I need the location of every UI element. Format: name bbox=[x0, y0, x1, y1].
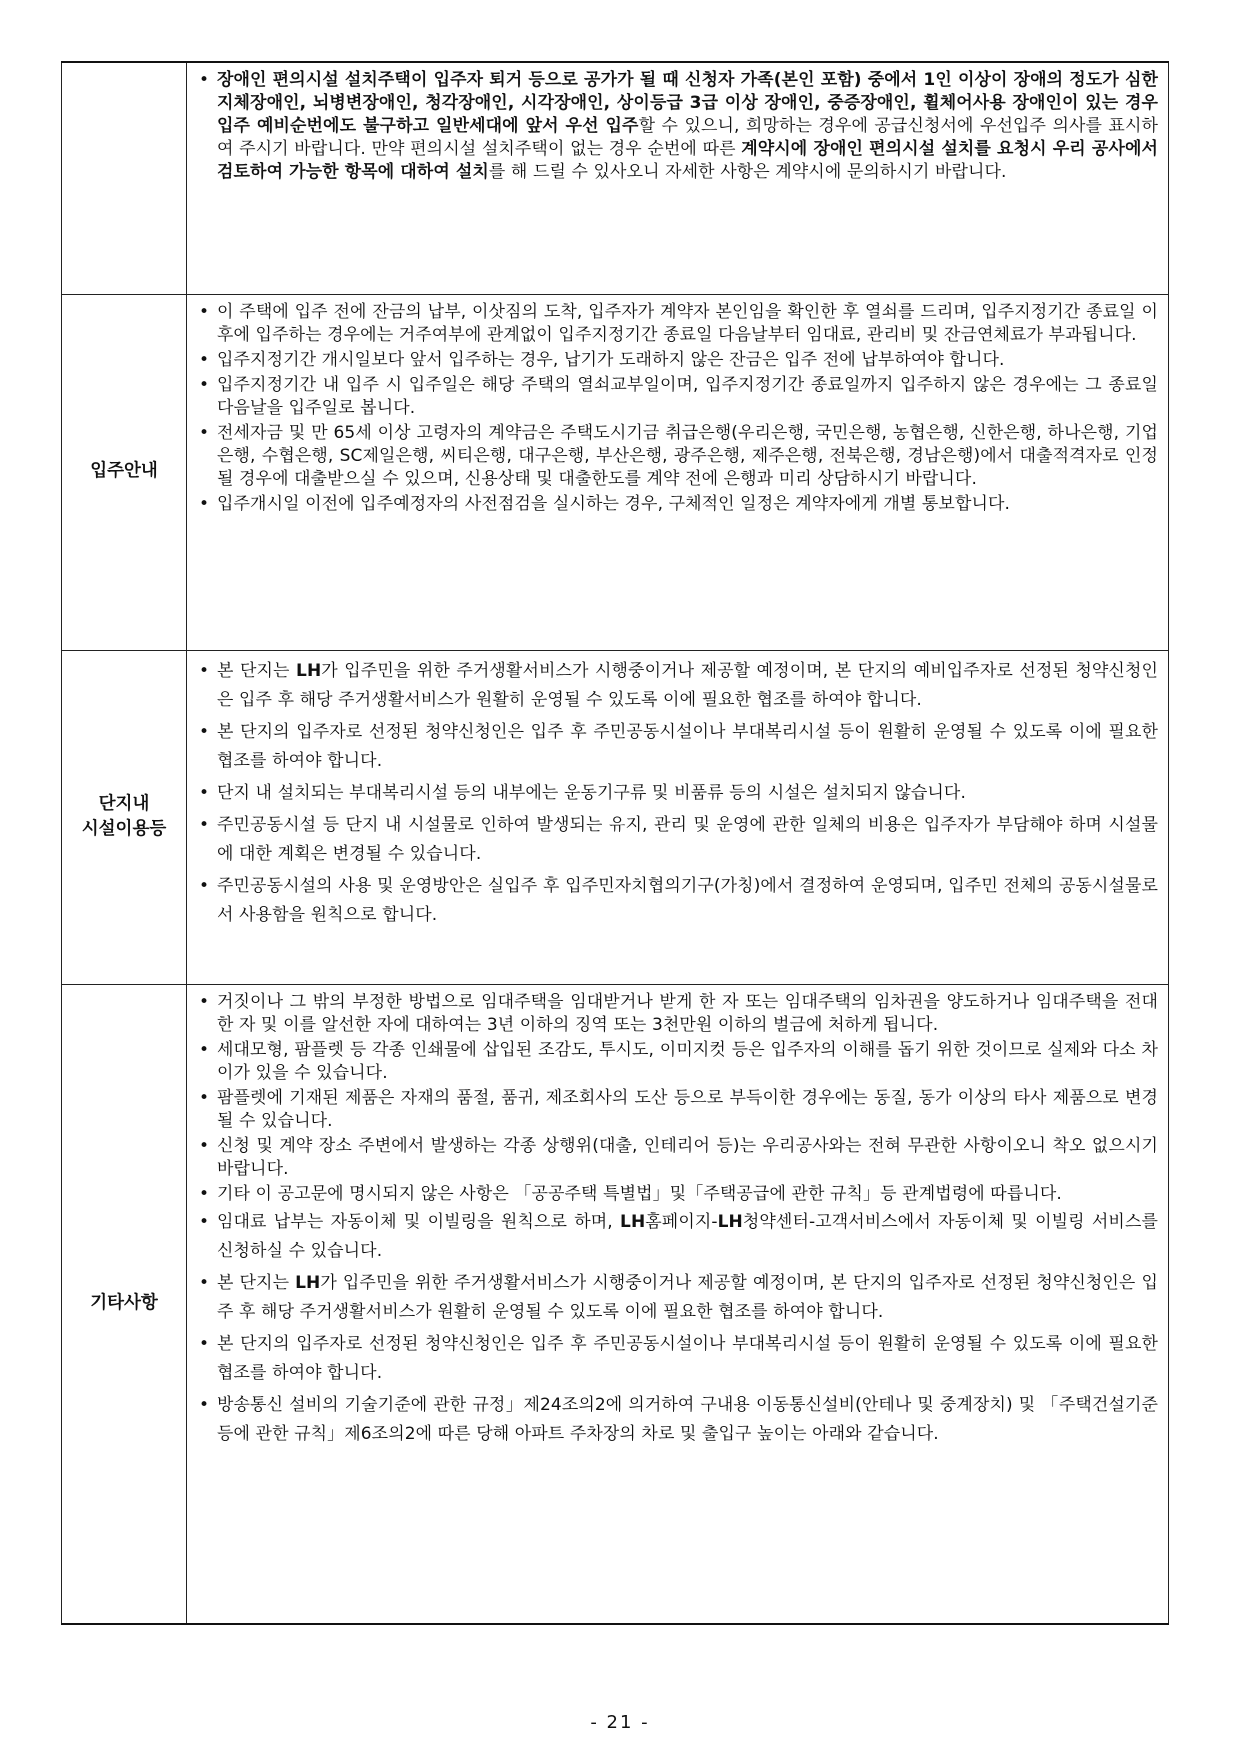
list-item: • 입주개시일 이전에 입주예정자의 사전점검을 실시하는 경우, 구체적인 일정은 계약자에게 개별 통보합니다. bbox=[195, 493, 1158, 516]
list-item: • 팜플렛에 기재된 제품은 자재의 품절, 품귀, 제조회사의 도산 등으로 부득이한 경우에는 동질, 동가 이상의 타사 제품으로 변경될 수 있습니다. bbox=[195, 1087, 1158, 1133]
list-item: • 본 단지의 입주자로 선정된 청약신청인은 입주 후 주민공동시설이나 부대복리시설 등이 원활히 운영될 수 있도록 이에 필요한 협조를 하여야 합니다. bbox=[195, 1330, 1158, 1388]
text: 본 단지는 bbox=[217, 660, 297, 681]
list-item bbox=[195, 1208, 1158, 1266]
page-number: - 21 - bbox=[590, 1712, 650, 1733]
section-body bbox=[187, 62, 1169, 294]
list-item: • 이 주택에 입주 전에 잔금의 납부, 이삿짐의 도착, 입주자가 계약자 본인임을 확인한 후 열쇠를 드리며, 입주지정기간 종료일 이후에 입주하는 경우에는 거주여부에 관계없이 입주지정기간 종료일 다음날부터 임대료, 관리비 및 잔금연체료가 부과됩니다. bbox=[195, 301, 1158, 347]
item-list bbox=[195, 301, 1158, 516]
section-header-misc: 기타사항 bbox=[62, 984, 187, 1624]
list-item: • 방송통신 설비의 기술기준에 관한 규정」제24조의2에 의거하여 구내용 이동통신설비(안테나 및 중계장치) 및 「주택건설기준등에 관한 규칙」제6조의2에 따른 당해 아파트 주차장의 차로 및 출입구 높이는 아래와 같습니다. bbox=[195, 1391, 1158, 1449]
list-item: • 신청 및 계약 장소 주변에서 발생하는 각종 상행위(대출, 인테리어 등)는 우리공사와는 전혀 무관한 사항이오니 착오 없으시기 바랍니다. bbox=[195, 1135, 1158, 1181]
section-body bbox=[187, 984, 1169, 1624]
brand-text: LH bbox=[620, 1211, 646, 1232]
brand-text: LH bbox=[295, 1272, 321, 1293]
section-header-empty bbox=[62, 62, 187, 294]
list-item: • 단지 내 설치되는 부대복리시설 등의 내부에는 운동기구류 및 비품류 등의 시설은 설치되지 않습니다. bbox=[195, 779, 1158, 808]
list-item bbox=[195, 657, 1158, 715]
section-header-facility-use bbox=[62, 650, 187, 984]
item-list bbox=[195, 1208, 1158, 1449]
list-item: • 세대모형, 팜플렛 등 각종 인쇄물에 삽입된 조감도, 투시도, 이미지컷 등은 입주자의 이해를 돕기 위한 것이므로 실제와 다소 차이가 있을 수 있습니다. bbox=[195, 1039, 1158, 1085]
notice-table bbox=[61, 61, 1169, 1625]
item-list bbox=[195, 991, 1158, 1206]
text: 청약센터-고객서비스에서 자동이체 및 이빌링 서비스를 신청하실 수 있습니다. bbox=[217, 1211, 1158, 1261]
text: 본 단지는 bbox=[217, 1272, 296, 1293]
header-line: 시설이용등 bbox=[81, 819, 167, 839]
brand-text: LH bbox=[296, 660, 322, 681]
section-row-misc bbox=[62, 984, 1169, 1624]
list-item: • 입주지정기간 개시일보다 앞서 입주하는 경우, 납기가 도래하지 않은 잔금은 입주 전에 납부하여야 합니다. bbox=[195, 349, 1158, 372]
text: 를 해 드릴 수 있사오니 자세한 사항은 계약시에 문의하시기 바랍니다. bbox=[488, 162, 1007, 182]
list-item: • 거짓이나 그 밖의 부정한 방법으로 임대주택을 임대받거나 받게 한 자 또는 임대주택의 임차권을 양도하거나 임대주택을 전대한 자 및 이를 알선한 자에 대하여는 3년 이하의 징역 또는 3천만원 이하의 벌금에 처하게 됩니다. bbox=[195, 991, 1158, 1037]
section-body bbox=[187, 294, 1169, 650]
header-line: 단지내 bbox=[98, 793, 150, 814]
text: 가 입주민을 위한 주거생활서비스가 시행중이거나 제공할 예정이며, 본 단지의 예비입주자로 선정된 청약신청인은 입주 후 해당 주거생활서비스가 원활히 운영될 수 있도록 이에 필요한 협조를 하여야 합니다. bbox=[217, 660, 1158, 710]
section-row-disabled-facility bbox=[62, 62, 1169, 294]
list-item: • 주민공동시설 등 단지 내 시설물로 인하여 발생되는 유지, 관리 및 운영에 관한 일체의 비용은 입주자가 부담해야 하며 시설물에 대한 계획은 변경될 수 있습니다. bbox=[195, 811, 1158, 869]
text: 가 입주민을 위한 주거생활서비스가 시행중이거나 제공할 예정이며, 본 단지의 입주자로 선정된 청약신청인은 입주 후 해당 주거생활서비스가 원활히 운영될 수 있도록 이에 필요한 협조를 하여야 합니다. bbox=[217, 1272, 1158, 1322]
list-item: • 입주지정기간 내 입주 시 입주일은 해당 주택의 열쇠교부일이며, 입주지정기간 종료일까지 입주하지 않은 경우에는 그 종료일 다음날을 입주일로 봅니다. bbox=[195, 374, 1158, 420]
item-list bbox=[195, 657, 1158, 930]
section-header-move-in: 입주안내 bbox=[62, 294, 187, 650]
text: 임대료 납부는 자동이체 및 이빌링을 원칙으로 하며, bbox=[217, 1211, 621, 1232]
item-list bbox=[195, 69, 1158, 184]
list-item: • 주민공동시설의 사용 및 운영방안은 실입주 후 입주민자치협의기구(가칭)에서 결정하여 운영되며, 입주민 전체의 공동시설물로서 사용함을 원칙으로 합니다. bbox=[195, 872, 1158, 930]
list-item: • 기타 이 공고문에 명시되지 않은 사항은 「공공주택 특별법」및「주택공급에 관한 규칙」등 관계법령에 따릅니다. bbox=[195, 1183, 1158, 1206]
bold-text: 계약시에 장애인 편의시설 설치를 요청시 우리 공사에서 검토하여 가능한 항목에 대하여 설치 bbox=[217, 139, 1158, 182]
bold-text: 장애인 편의시설 설치주택이 입주자 퇴거 등으로 공가가 될 때 신청자 가족(본인 포함) 중에서 1인 이상이 장애의 정도가 심한 지체장애인, 뇌병변장애인, 청각장애인, 시각장애인, 상이등급 3급 이상 장애인, 중증장애인, 휠체어사용 장애인이 있는 경우 입주 예비순번에도 불구하고 일반세대에 앞서 우선 입주 bbox=[217, 70, 1158, 136]
brand-text: LH bbox=[717, 1211, 743, 1232]
list-item bbox=[195, 69, 1158, 184]
list-item bbox=[195, 1269, 1158, 1327]
text: 홈페이지- bbox=[645, 1211, 718, 1232]
text: 할 수 있으니, 희망하는 경우에 공급신청서에 우선입주 의사를 표시하여 주시기 바랍니다. 만약 편의시설 설치주택이 없는 경우 순번에 따른 bbox=[217, 116, 1158, 159]
section-row-facility-use bbox=[62, 650, 1169, 984]
section-body bbox=[187, 650, 1169, 984]
list-item: • 본 단지의 입주자로 선정된 청약신청인은 입주 후 주민공동시설이나 부대복리시설 등이 원활히 운영될 수 있도록 이에 필요한 협조를 하여야 합니다. bbox=[195, 718, 1158, 776]
list-item: • 전세자금 및 만 65세 이상 고령자의 계약금은 주택도시기금 취급은행(우리은행, 국민은행, 농협은행, 신한은행, 하나은행, 기업은행, 수협은행, SC제일은행, 씨티은행, 대구은행, 부산은행, 광주은행, 제주은행, 전북은행, 경남은행)에서 대출적격자로 인정될 경우에 대출받으실 수 있으며, 신용상태 및 대출한도를 계약 전에 은행과 미리 상담하시기 바랍니다. bbox=[195, 422, 1158, 491]
section-row-move-in bbox=[62, 294, 1169, 650]
